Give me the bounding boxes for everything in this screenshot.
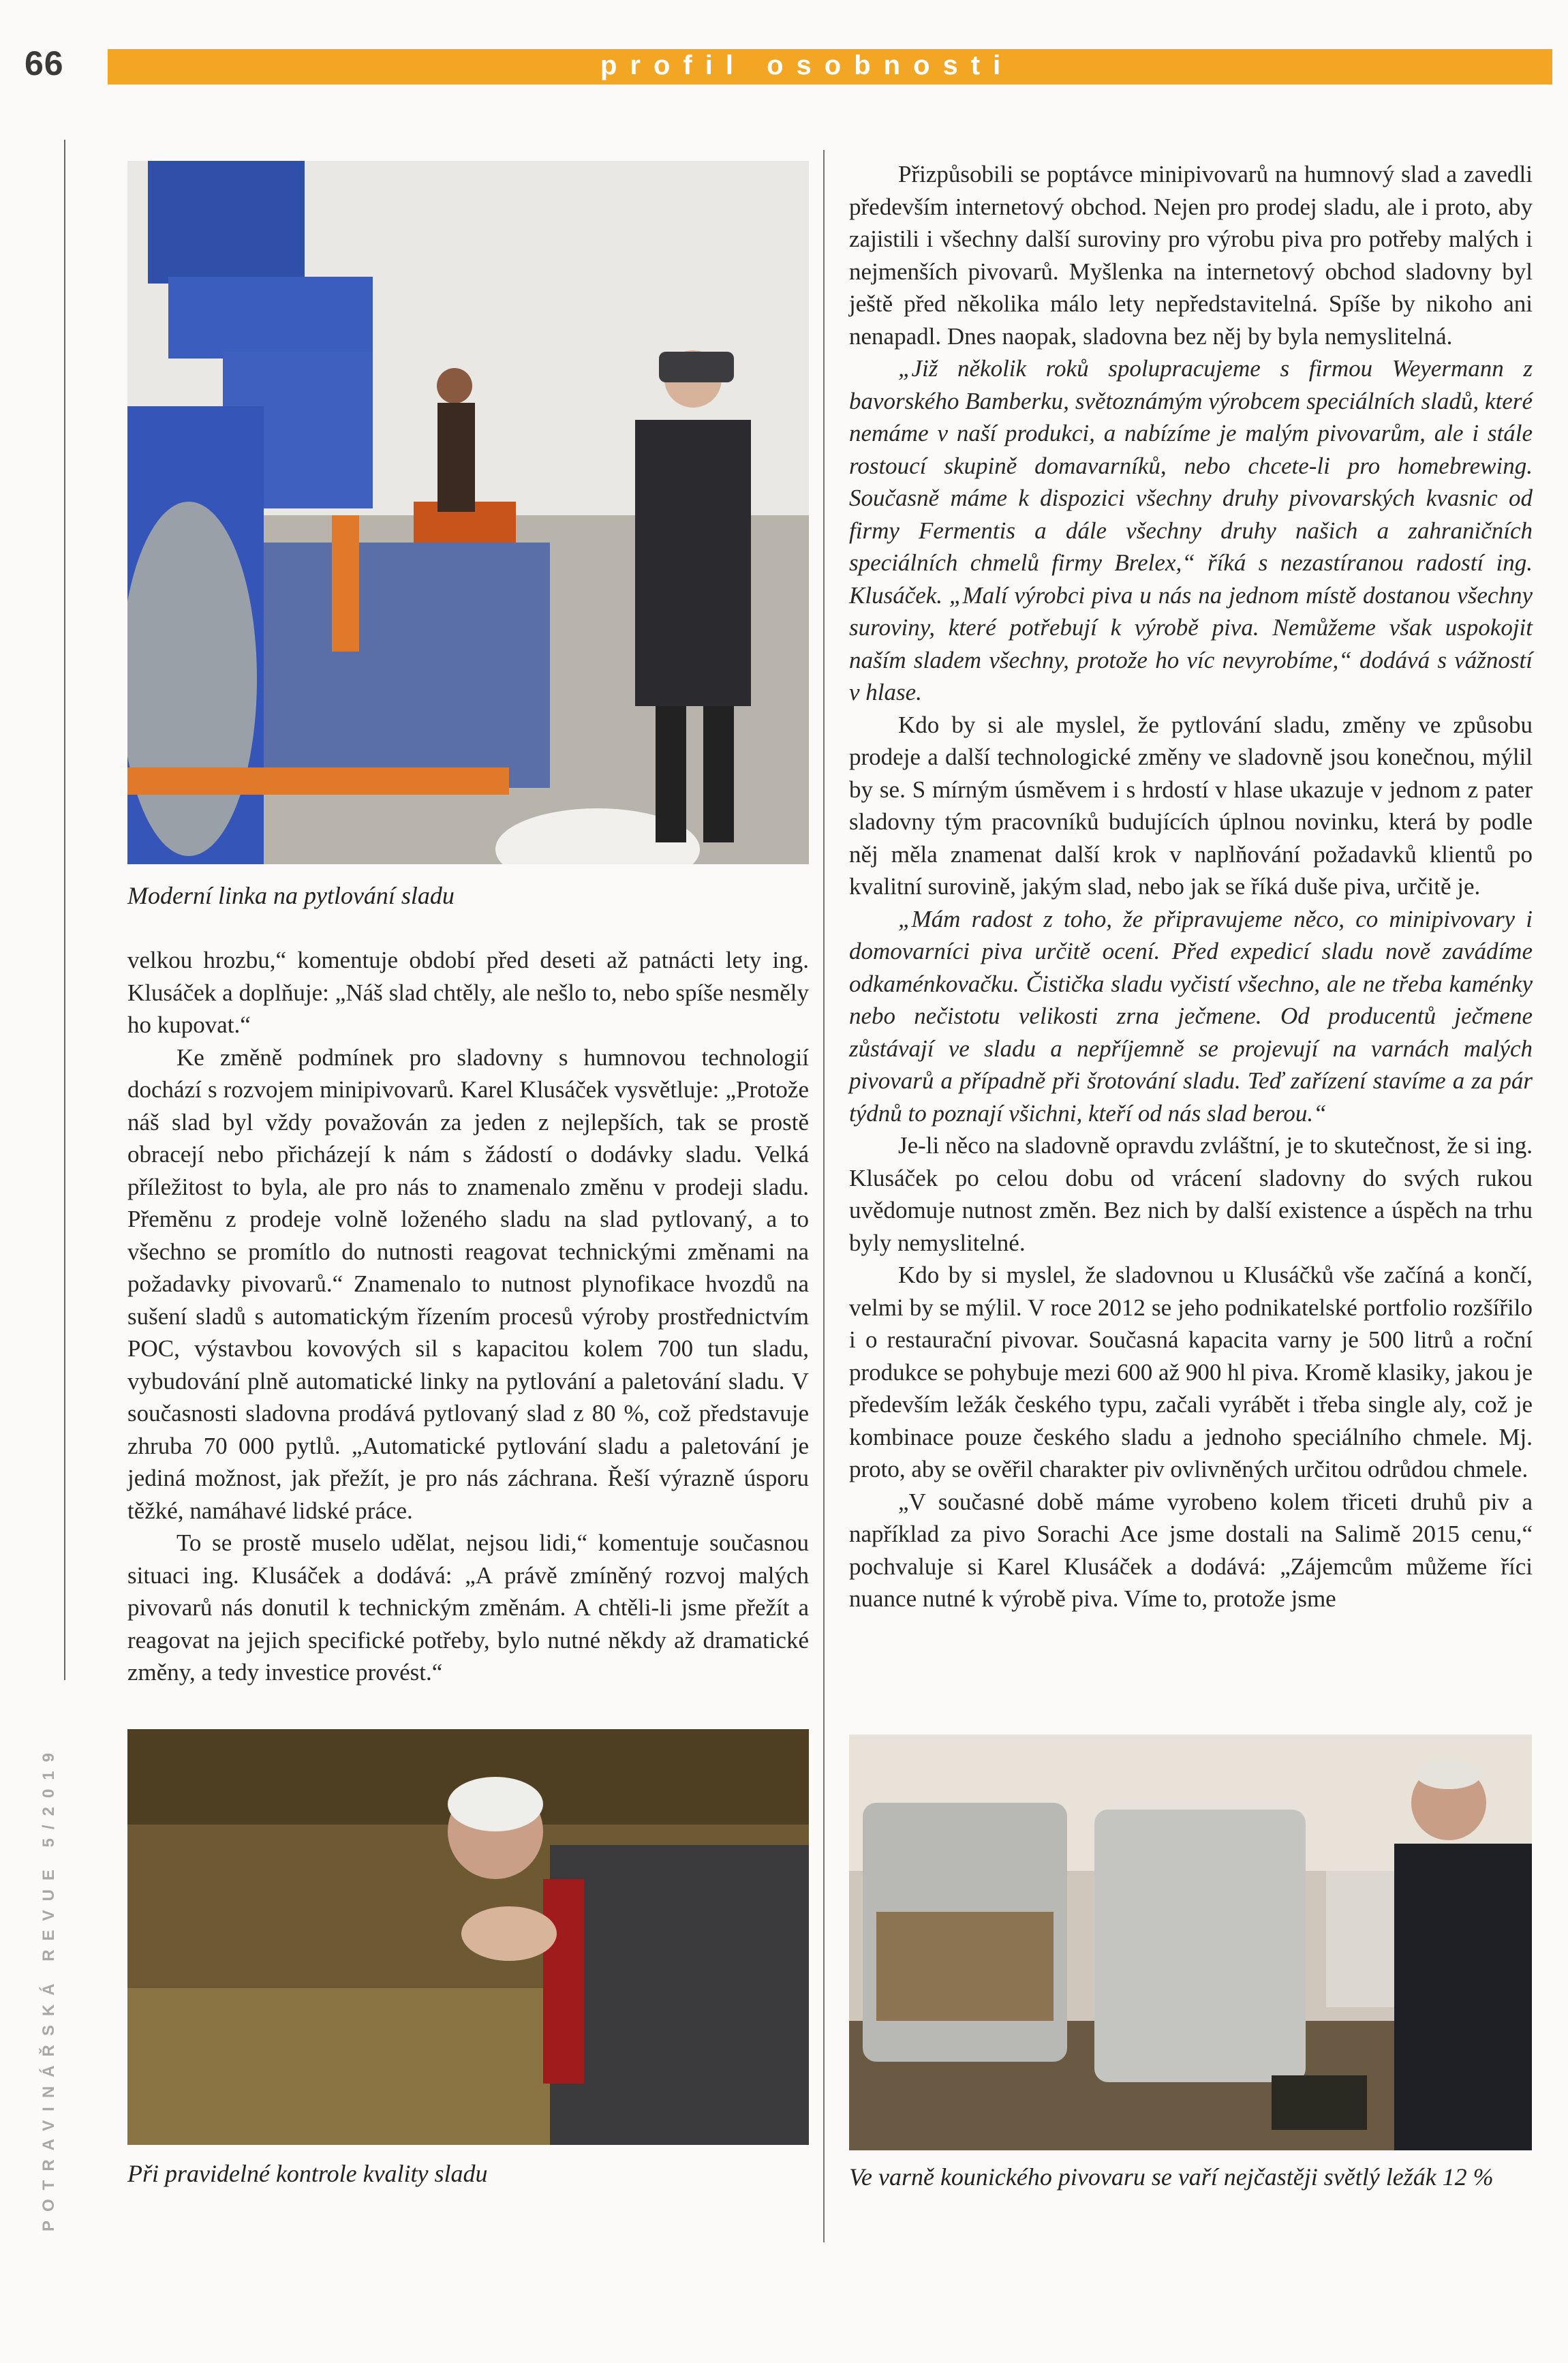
bagging-line-photo [127,161,809,864]
page-number: 66 [25,44,64,82]
paragraph: „Již několik roků spolupracujeme s firmou Weyermann z bavorského Bamberku, světoznámým výrobcem speciálních sladů, které nemáme v naší produkci, a nabízíme je malým pivovarům, ale i stále rostoucí skupině domavarníků, nebo chcete-li pro homebrewing. Současně máme k dispozici všechny druhy pivovarských kvasnic od firmy Fermentis a dále všechny druhy našich a zahraničních speciálních chmelů firmy Brelex,“ říká s nezastíranou radostí ing. Klusáček. „Malí výrobci piva u nás na jednom místě dostanou všechny suroviny, které potřebují k výrobě piva. Nemůžeme však uspokojit naším sladem všechny, protože ho víc nevyrobíme,“ dodává s vážností v hlase. [849,355,1533,705]
photo-caption: Moderní linka na pytlování sladu [127,882,455,909]
left-column [127,944,809,1689]
paragraph: Ke změně podmínek pro sladovny s humnovou technologií dochází s rozvojem minipivovarů. Karel Klusáček vysvětluje: „Protože náš slad byl vždy považován za jeden z nejlepších, tak se prostě obracejí nebo přicházejí k nám s žádostí o dodávky sladu. Velká příležitost to byla, ale pro nás to znamenalo změnu v prodeji sladu. Přeměnu z prodeje volně loženého sladu na slad pytlovaný, a to všechno se promítlo do nutnosti reagovat technickými změnami na požadavky pivovarů.“ Znamenalo to nutnost plynofikace hvozdů na sušení sladů s automatickým řízením procesů výroby prostřednictvím POC, výstavbou kovových sil s kapacitou kolem 700 tun sladu, vybudování plně automatické linky na pytlování a paletování sladu. V současnosti sladovna prodává pytlovaný slad z 80 %, což představuje zhruba 70 000 pytlů. „Automatické pytlování sladu a paletování je jediná možnost, jak přežít, je pro nás záchrana. Řeší výrazně úsporu těžké, namáhavé lidské práce. [127,1043,809,1524]
paragraph: Kdo by si ale myslel, že pytlování sladu, změny ve způsobu prodeje a další technologické změny ve sladovně jsou konečnou, mýlil by se. S mírným úsměvem i s hrdostí v hlase ukazuje v jednom z pater sladovny tým pracovníků budujících úplnou novinku, která by podle něj měla znamenat další krok v naplňování požadavků klientů po kvalitní surovině, jakým slad, nebo jak se říká duše piva, určitě je. [849,711,1533,900]
margin-rule [64,140,65,1680]
paragraph: velkou hrozbu,“ komentuje období před deseti až patnácti lety ing. Klusáček a doplňuje: „Náš slad chtěly, ale nešlo to, nebo spíše nesměly ho kupovat.“ [127,947,809,1038]
paragraph: Přizpůsobili se poptávce minipivovarů na humnový slad a zavedli především internetový obchod. Nejen pro prodej sladu, ale i proto, aby zajistili i všechny další suroviny pro výrobu piva pro potřeby malých i nejmenších pivovarů. Myšlenka na internetový obchod sladovny byl ještě před několika málo lety nepředstavitelná. Spíše by nikoho ani nenapadl. Dnes naopak, sladovna bez něj by byla nemyslitelná. [849,161,1533,350]
malt-inspection-photo [127,1729,809,2145]
photo-caption: Při pravidelné kontrole kvality sladu [127,2160,488,2187]
paragraph: To se prostě muselo udělat, nejsou lidi,“ komentuje současnou situaci ing. Klusáček a dodává: „A právě zmíněný rozvoj malých pivovarů nás donutil k technickým změnám. A chtěli-li jsme přežít a reagovat na jejich specifické potřeby, bylo nutné někdy až dramatické změny, a tedy investice provést.“ [127,1529,809,1686]
column-divider [823,150,825,2242]
right-column [849,158,1533,1615]
photo-caption: Ve varně kounického pivovaru se vaří nejčastěji světlý ležák 12 % [849,2163,1494,2191]
paragraph: „V současné době máme vyrobeno kolem třiceti druhů piv a například za pivo Sorachi Ace jsme dostali na Salimě 2015 cenu,“ pochvaluje si Karel Klusáček a dodává: „Zájemcům můžeme říci nuance nutné k výrobě piva. Víme to, protože jsme [849,1488,1533,1612]
brewhouse-photo [849,1735,1532,2150]
paragraph: Kdo by si myslel, že sladovnou u Klusáčků vše začíná a končí, velmi by se mýlil. V roce 2012 se jeho podnikatelské portfolio rozšířilo i o restaurační pivovar. Současná kapacita varny je 500 litrů a roční produkce se pohybuje mezi 600 až 900 hl piva. Kromě klasiky, jakou je především ležák českého typu, začali vyrábět i třeba single aly, což je kombinace pouze českého sladu a jednoho speciálního chmele. Mj. proto, aby se ověřil charakter piv ovlivněných určitou odrůdou chmele. [849,1262,1533,1482]
paragraph: Je-li něco na sladovně opravdu zvláštní, je to skutečnost, že si ing. Klusáček po celou dobu od vrácení sladovny do svých rukou uvědomuje nutnost změn. Bez nich by další existence a úspěch na trhu byly nemyslitelné. [849,1132,1533,1256]
paragraph: „Mám radost z toho, že připravujeme něco, co minipivovary i domovarníci piva určitě ocení. Před expedicí sladu nově zavádíme odkaménkovačku. Čistička sladu vyčistí všechno, ale ne třeba kaménky nebo nečistotu velikosti zrna ječmene. Od producentů ječmene zůstávají ve sladu a nepříjemně se projevují na varnách malých pivovarů a případně při šrotování sladu. Teď zařízení stavíme a za pár týdnů to poznají všichni, kteří od nás slad berou.“ [849,905,1533,1127]
magazine-issue-label: POTRAVINÁŘSKÁ REVUE 5/2019 [40,1744,58,2231]
section-title: profil osobnosti [600,50,1014,80]
